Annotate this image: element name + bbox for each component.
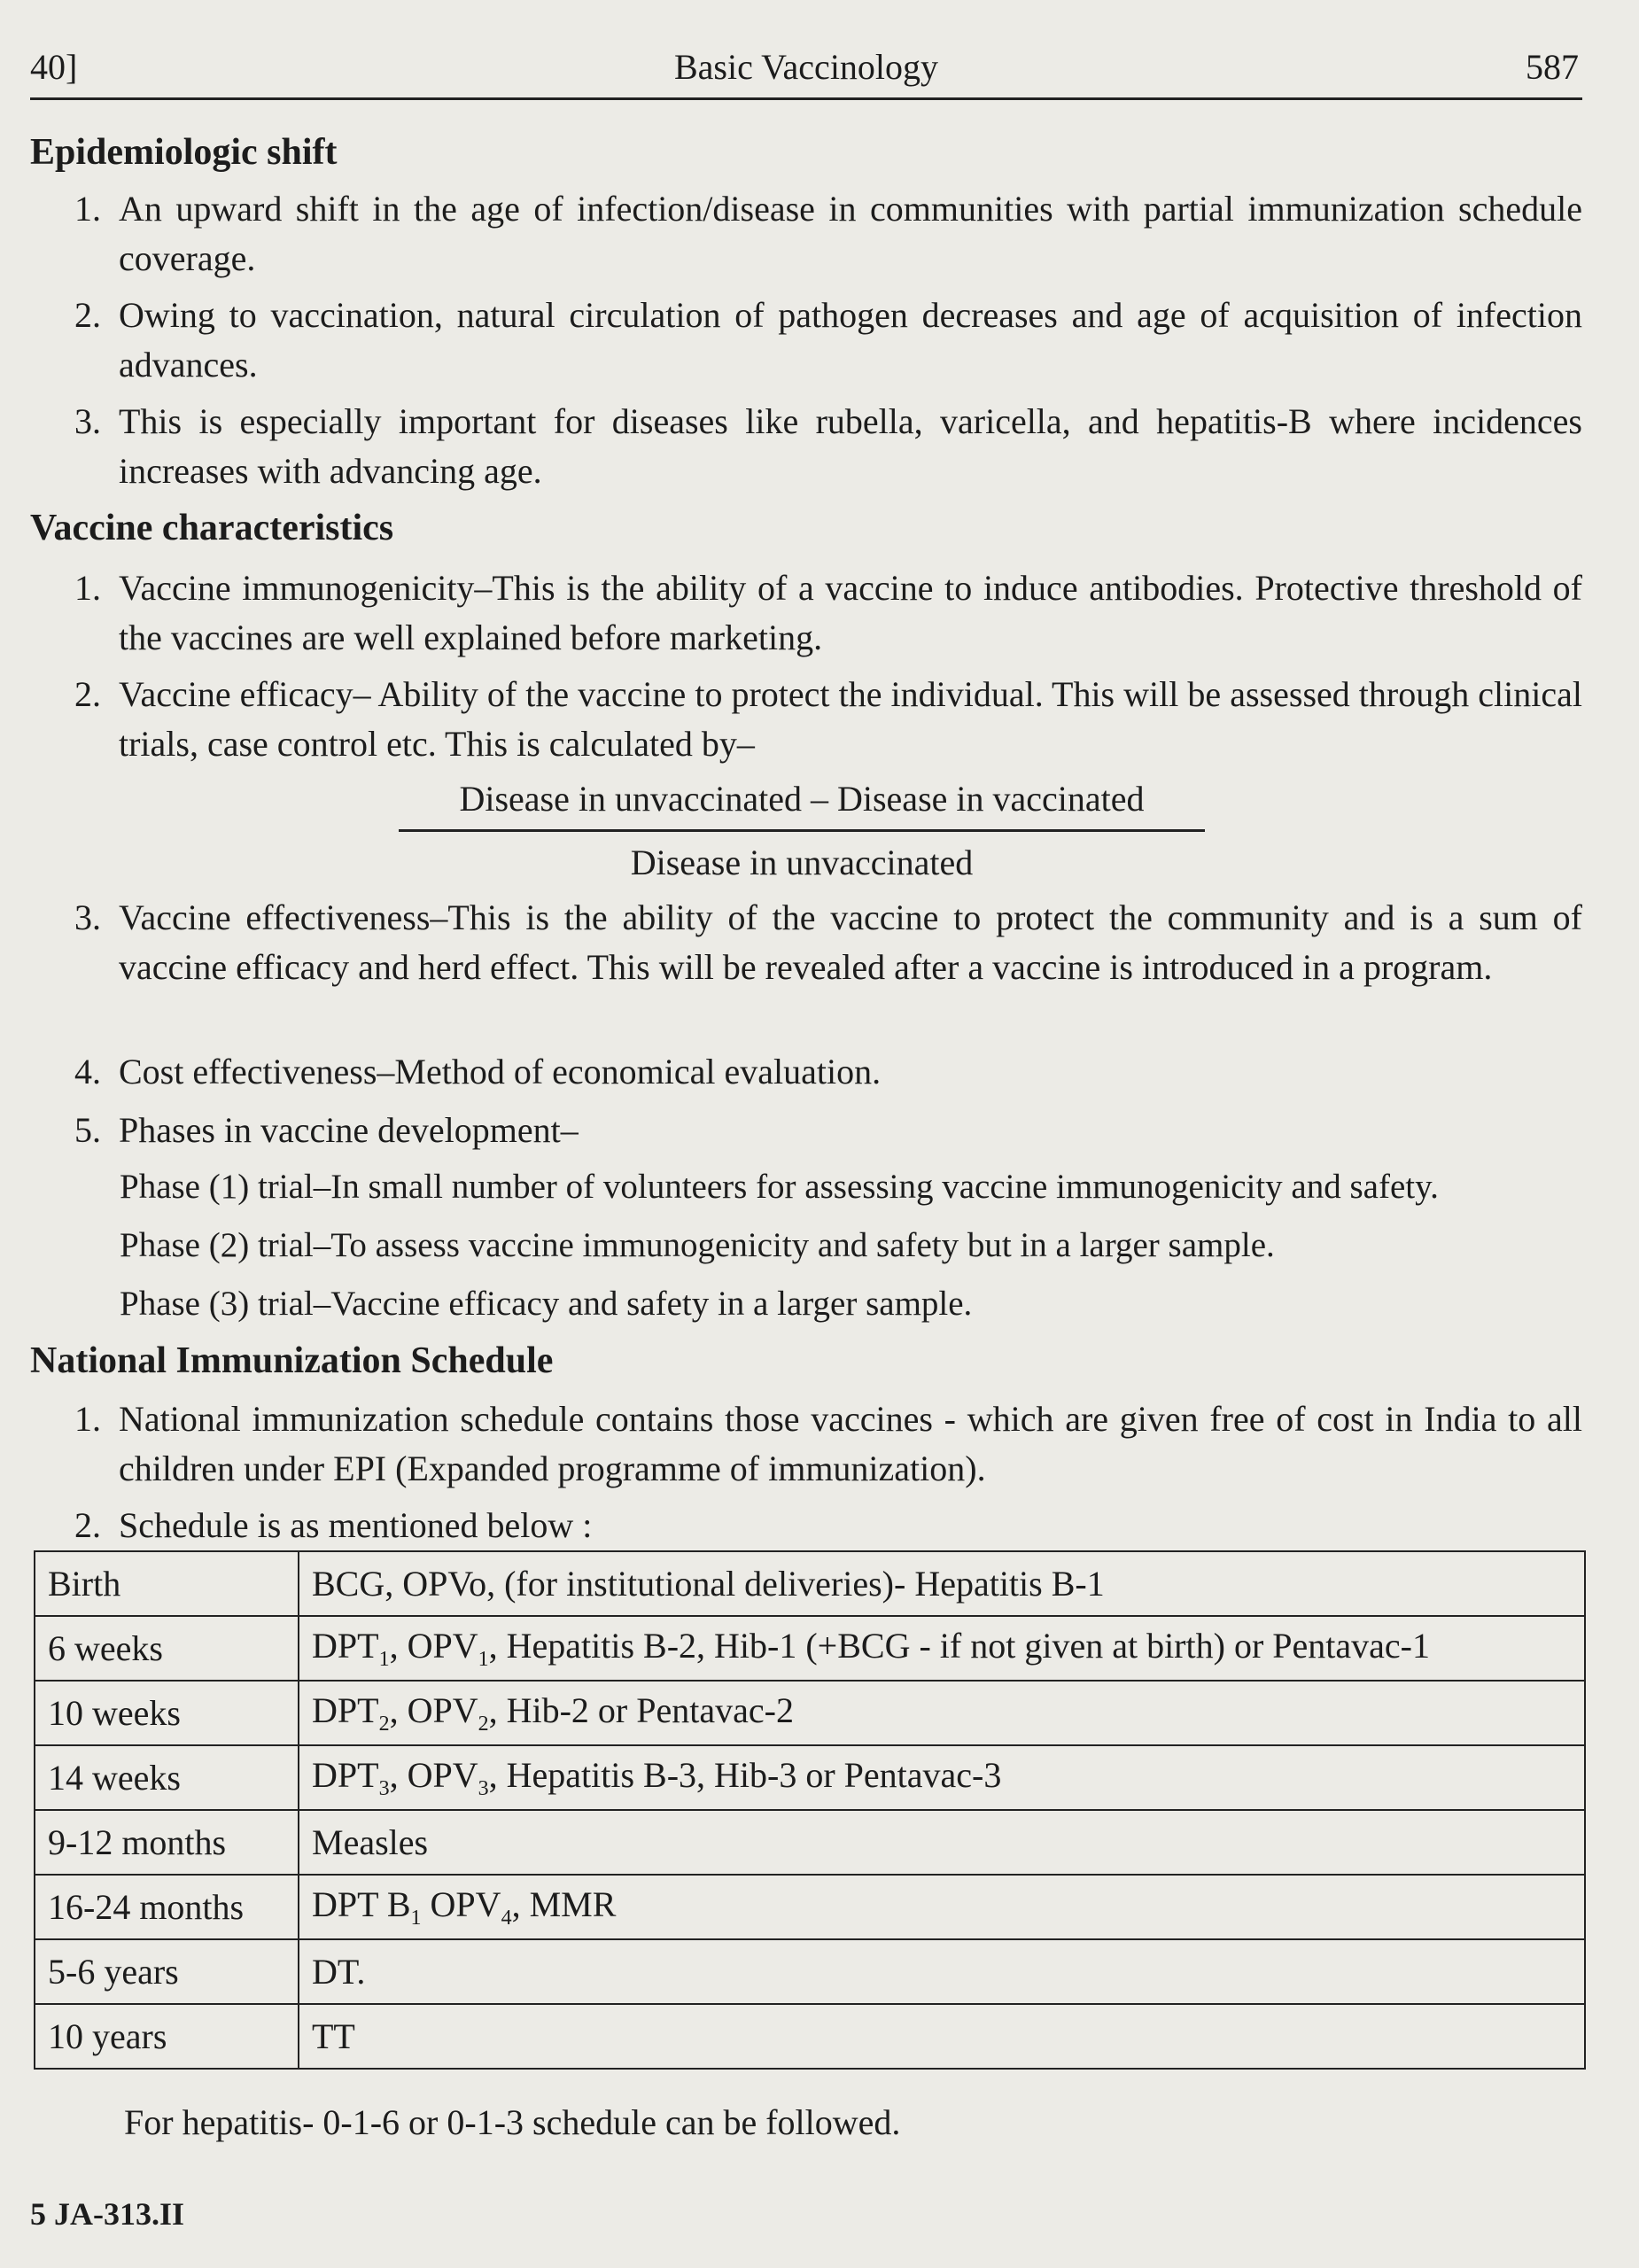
vaccine-text: , Hib-2 or Pentavac-2 — [488, 1690, 794, 1730]
list-number: 1. — [74, 189, 101, 229]
vaccine-cell: BCG, OPVo, (for institutional deliveries)- Hepatitis B-1 — [299, 1551, 1585, 1616]
hepatitis-footnote: For hepatitis- 0-1-6 or 0-1-3 schedule can be followed. — [124, 2102, 901, 2142]
table-row — [35, 1939, 1585, 2004]
vaccine-cell — [299, 1875, 1585, 1939]
list-text: This is especially important for diseases like rubella, varicella, and hepatitis-B where incidences increases with advancing age. — [119, 401, 1582, 491]
table-row — [35, 1616, 1585, 1681]
vaccine-text: , MMR — [511, 1884, 617, 1924]
chapter-number: 40] — [30, 47, 78, 87]
list-text: Cost effectiveness–Method of economical evaluation. — [119, 1052, 882, 1091]
table-row — [35, 1810, 1585, 1875]
vaccine-text: OPV — [421, 1884, 501, 1924]
vaccine-text: , Hepatitis B-2, Hib-1 (+BCG - if not given at birth) or Pentavac-1 — [488, 1626, 1430, 1666]
vaccine-cell — [299, 1745, 1585, 1810]
section-title-vaccine-characteristics: Vaccine characteristics — [30, 508, 394, 548]
dose-subscript: 3 — [478, 1777, 489, 1800]
age-cell: 14 weeks — [35, 1745, 299, 1810]
dose-subscript: 1 — [410, 1907, 422, 1930]
list-text: Schedule is as mentioned below : — [119, 1505, 593, 1545]
vaccine-cell: DT. — [299, 1939, 1585, 2004]
age-cell: 10 years — [35, 2004, 299, 2069]
age-cell: 6 weeks — [35, 1616, 299, 1681]
list-number: 2. — [74, 295, 101, 335]
vaccine-cell: Measles — [299, 1810, 1585, 1875]
running-title: Basic Vaccinology — [673, 47, 939, 87]
age-cell: Birth — [35, 1551, 299, 1616]
dose-subscript: 1 — [378, 1648, 390, 1671]
list-text: Vaccine effectiveness–This is the ability of the vaccine to protect the community and is a sum of vaccine efficacy and herd effect. This will be revealed after a vaccine is introduced in a program. — [119, 897, 1582, 987]
list-number: 1. — [74, 1399, 101, 1439]
list-number: 4. — [74, 1052, 101, 1091]
list-text: National immunization schedule contains those vaccines - which are given free of cost in India to all children under EPI (Expanded programme of immunization). — [119, 1399, 1582, 1488]
phase-2-text: Phase (2) trial–To assess vaccine immunogenicity and safety but in a larger sample. — [120, 1226, 1275, 1264]
vaccine-text: DPT — [312, 1755, 379, 1795]
table-row — [35, 1875, 1585, 1939]
age-cell: 5-6 years — [35, 1939, 299, 2004]
list-text: Phases in vaccine development– — [119, 1110, 579, 1150]
vaccine-text: , OPV — [389, 1755, 478, 1795]
formula-denominator: Disease in unvaccinated — [630, 843, 974, 882]
age-cell: 9-12 months — [35, 1810, 299, 1875]
immunization-schedule-table — [34, 1550, 1586, 2070]
dose-subscript: 3 — [378, 1777, 390, 1800]
formula-numerator: Disease in unvaccinated – Disease in vaccinated — [459, 779, 1145, 819]
list-number: 1. — [74, 568, 101, 608]
list-text: Owing to vaccination, natural circulation of pathogen decreases and age of acquisition of infection advances. — [119, 295, 1582, 384]
table-row — [35, 1681, 1585, 1745]
vaccine-text: , Hepatitis B-3, Hib-3 or Pentavac-3 — [488, 1755, 1002, 1795]
section-title-national-immunization-schedule: National Immunization Schedule — [30, 1340, 554, 1381]
list-number: 3. — [74, 897, 101, 937]
vaccine-text: DPT B — [312, 1884, 411, 1924]
vaccine-text: , OPV — [389, 1626, 478, 1666]
vaccine-text: , OPV — [389, 1690, 478, 1730]
footer-code: 5 JA-313.II — [30, 2196, 185, 2232]
dose-subscript: 2 — [378, 1713, 390, 1736]
table-row — [35, 2004, 1585, 2069]
list-number: 2. — [74, 1505, 101, 1545]
vaccine-text: DPT — [312, 1626, 379, 1666]
list-text: An upward shift in the age of infection/disease in communities with partial immunization schedule coverage. — [119, 189, 1582, 278]
list-number: 2. — [74, 674, 101, 714]
fraction-bar — [399, 829, 1205, 832]
phase-1-text: Phase (1) trial–In small number of volunteers for assessing vaccine immunogenicity and safety. — [120, 1168, 1439, 1206]
page-number: 587 — [1526, 47, 1579, 87]
list-text: Vaccine immunogenicity–This is the ability of a vaccine to induce antibodies. Protective threshold of the vaccines are well explained before marketing. — [119, 568, 1582, 657]
list-number: 5. — [74, 1110, 101, 1150]
vaccine-cell: TT — [299, 2004, 1585, 2069]
dose-subscript: 4 — [501, 1907, 512, 1930]
age-cell: 10 weeks — [35, 1681, 299, 1745]
vaccine-cell — [299, 1681, 1585, 1745]
list-number: 3. — [74, 401, 101, 441]
vaccine-text: DPT — [312, 1690, 379, 1730]
page-header — [30, 43, 1582, 100]
section-title-epidemiologic-shift: Epidemiologic shift — [30, 132, 338, 173]
table-row — [35, 1551, 1585, 1616]
vaccine-cell — [299, 1616, 1585, 1681]
phase-3-text: Phase (3) trial–Vaccine efficacy and safety in a larger sample. — [120, 1285, 973, 1323]
age-cell: 16-24 months — [35, 1875, 299, 1939]
list-text: Vaccine efficacy– Ability of the vaccine to protect the individual. This will be assessed through clinical trials, case control etc. This is calculated by– — [119, 674, 1582, 764]
dose-subscript: 2 — [478, 1713, 489, 1736]
dose-subscript: 1 — [478, 1648, 489, 1671]
table-row — [35, 1745, 1585, 1810]
